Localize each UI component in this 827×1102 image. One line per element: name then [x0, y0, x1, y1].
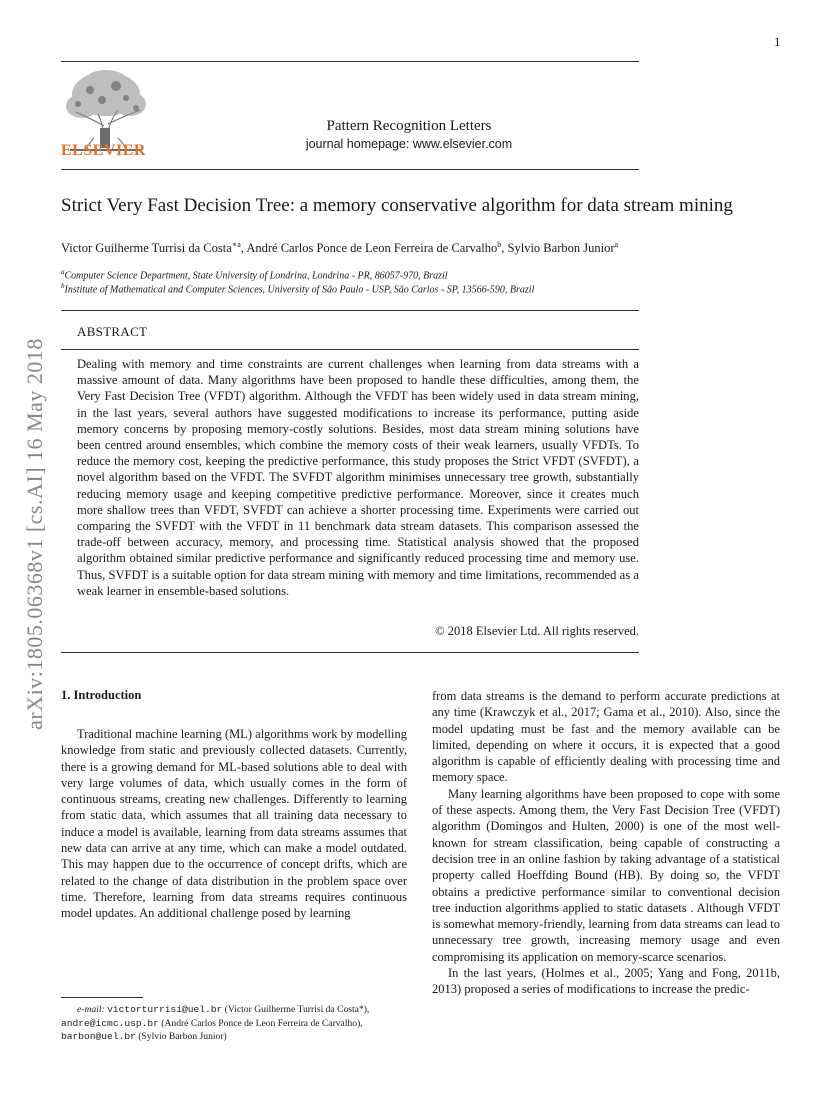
footnote-label: e-mail: [77, 1004, 105, 1015]
affiliation-mark: b [61, 282, 65, 290]
author-name: André Carlos Ponce de Leon Ferreira de Carvalho [246, 241, 498, 256]
email-link[interactable]: barbon@uel.br [61, 1031, 136, 1042]
elsevier-wordmark: ELSEVIER [61, 142, 146, 159]
affiliation-mark: a [61, 268, 65, 276]
email-owner: (Victor Guilherme Turrisi da Costa*), [222, 1004, 370, 1015]
email-link[interactable]: andre@icmc.usp.br [61, 1017, 159, 1029]
author-affiliation-mark: ∗a [231, 240, 241, 249]
left-column [61, 726, 407, 922]
journal-name: Pattern Recognition Letters [326, 118, 492, 134]
paper-title: Strict Very Fast Decision Tree: a memory conservative algorithm for data stream mining [61, 195, 733, 216]
arxiv-id: arXiv:1805.06368v1 [cs.AI] 16 May 2018 [22, 338, 47, 730]
author-separator: , [240, 241, 247, 256]
abstract-body: Dealing with memory and time constraints are current challenges when learning from data streams with a massive amount of data. Many algorithms have been proposed to handle these difficulties, among them, the Very Fast Decision Tree (VFDT) algorithm. Although the VFDT has been widely used in data stream mining, in the last years, several authors have suggested modifications to increase its performance, putting aside memory concerns by proposing memory-costly solutions. Besides, most data stream mining solutions have been centred around ensembles, which combine the memory costs of their weak learners, usually VFDTs. To reduce the memory cost, keeping the predictive performance, this study proposes the Strict VFDT (SVFDT), a novel algorithm based on the VFDT. The SVFDT algorithm minimises unnecessary tree growth, substantially reducing memory usage and keeping competitive predictive performance. Moreover, since it creates much more shallow trees than VFDT, SVFDT can achieve a shorter processing time. Experiments were carried out comparing the SVFDT with the VFDT in 11 benchmark data stream datasets. This comparison assessed the trade-off between accuracy, memory, and processing time. Statistical analysis showed that the proposed algorithm obtained similar predictive performance and significantly reduced processing time and memory use. Thus, SVFDT is a suitable option for data stream mining with memory and time limitations, recommended as a weak learner in ensemble-based solutions. [77, 357, 639, 598]
abstract-bottom-rule [61, 652, 639, 653]
email-owner: (André Carlos Ponce de Leon Ferreira de Carvalho), [158, 1017, 363, 1029]
footnote-rule [61, 997, 143, 998]
author-separator: , [501, 241, 508, 256]
author-name: Victor Guilherme Turrisi da Costa [61, 241, 232, 256]
affiliation-text: Institute of Mathematical and Computer Sciences, University of São Paulo - USP, São Carlos - SP, 13566-590, Brazil [64, 284, 535, 296]
affiliation-text: Computer Science Department, State University of Londrina, Londrina - PR, 86057-970, Brazil [64, 270, 448, 282]
email-link[interactable]: victorturrisi@uel.br [107, 1004, 223, 1015]
paragraph: Traditional machine learning (ML) algorithms work by modelling knowledge from static and previously collected datasets. Currently, there is a growing demand for ML-based solutions able to deal with very large volumes of data, which usually comes in the form of continuous streams, creating new challenges. Differently to learning from static data, which assumes that all training data necessary to induce a model is available, learning from data streams assumes that new data can arrive at any time, which can make a model outdated. This may happen due to the occurrence of concept drifts, which are related to the change of data distribution in the problem space over time. Therefore, learning from data streams requires continuous model updates. An additional challenge posed by learning [61, 727, 407, 921]
copyright-notice: © 2018 Elsevier Ltd. All rights reserved. [435, 624, 639, 638]
right-column [432, 688, 780, 998]
author-list [61, 240, 618, 256]
header-bottom-rule [61, 169, 639, 170]
author-name: Sylvio Barbon Junior [507, 241, 615, 256]
journal-homepage: journal homepage: www.elsevier.com [305, 137, 513, 151]
abstract-top-rule [61, 310, 639, 311]
paragraph: from data streams is the demand to perform accurate predictions at any time (Krawczyk et al., 2017; Gama et al., 2010). Also, since the model updating must be fast and the memory available can be limited, depending on where it occurs, it is expected that a good algorithm is capable of efficiently dealing with processing time and memory space. [432, 689, 780, 785]
author-affiliation-mark: a [614, 240, 619, 249]
paragraph: In the last years, (Holmes et al., 2005; Yang and Fong, 2011b, 2013) proposed a series of modifications to increase the predic- [432, 966, 780, 997]
page-number: 1 [774, 34, 781, 49]
header-top-rule [61, 61, 639, 62]
author-affiliation-mark: b [497, 240, 502, 249]
section-title: 1. Introduction [61, 688, 142, 702]
arxiv-stamp [20, 296, 50, 772]
affiliation-b [61, 282, 534, 295]
abstract-heading-rule [61, 349, 639, 350]
email-owner: (Sylvio Barbon Junior) [135, 1031, 227, 1042]
paragraph: Many learning algorithms have been proposed to cope with some of these aspects. Among them, the Very Fast Decision Tree (VFDT) algorithm (Domingos and Hulten, 2000) is one of the most well-known for stream classification, being capable of constructing a decision tree in an online fashion by taking advantage of a statistical property called Hoeffding Bound (HB). By doing so, the VFDT obtains a predictive performance similar to conventional decision tree induction algorithms applied to static datasets . Although VFDT is somewhat memory-friendly, learning from data streams can lead to unnecessary tree growth, increasing memory usage and even compromising its application on memory-scarce scenarios. [432, 786, 780, 964]
affiliation-a [61, 268, 448, 281]
footnote [61, 1003, 411, 1044]
abstract-heading: ABSTRACT [77, 324, 148, 339]
